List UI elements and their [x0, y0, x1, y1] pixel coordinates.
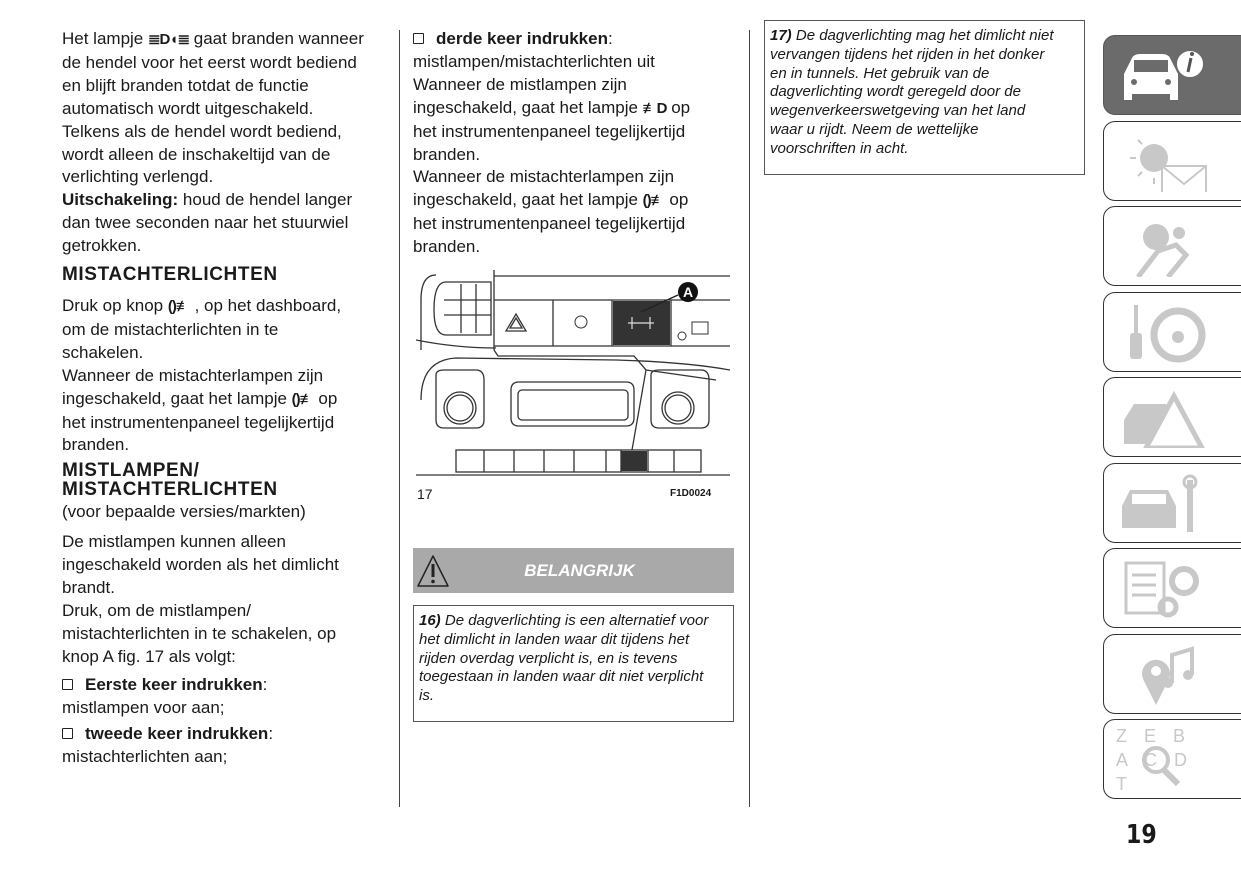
tab-technical-data[interactable] [1103, 548, 1241, 628]
callout-a: A [682, 284, 694, 300]
bullet-icon [62, 728, 73, 739]
car-info-icon [1116, 44, 1216, 106]
tab-warning-lights[interactable] [1103, 121, 1241, 201]
text: Wanneer de mistlampen zijn ingeschakeld, gaat het lampje [413, 74, 638, 117]
tab-car-info[interactable] [1103, 35, 1241, 115]
page-number: 19 [1126, 820, 1157, 850]
text: , op het dashboard, om de mistachterlichten in te schakelen. [62, 296, 342, 362]
text: derde keer indrukken [436, 29, 608, 48]
tab-starting-driving[interactable] [1103, 292, 1241, 372]
daylight-icon: ≣D◖≣ [147, 31, 190, 48]
rear-fog-icon: ()≢ [167, 298, 190, 315]
note-16 [413, 605, 734, 722]
tab-emergency[interactable] [1103, 377, 1241, 457]
note-text: De dagverlichting is een alternatief voor het dimlicht in landen waar dit tijdens het rijden overdag verplicht is, en is tevens toegestaan in landen waar dit niet verplicht is. [419, 612, 709, 705]
text: Druk op knop [62, 296, 168, 315]
paragraph-warning-light [62, 28, 397, 258]
subheading-versions: (voor bepaalde versies/markten) [62, 502, 306, 521]
bullet-second-press [62, 723, 397, 769]
tab-maintenance[interactable] [1103, 463, 1241, 543]
text: Wanneer de mistachterlampen zijn ingeschakeld, gaat het lampje [413, 167, 675, 210]
note-17 [764, 20, 1085, 175]
note-number: 17) [770, 27, 792, 44]
tab-multimedia[interactable] [1103, 634, 1241, 714]
note-text: De dagverlichting mag het dimlicht niet vervangen tijdens het rijden in het donker en in tunnels. Het gebruik van de dagverlichting wordt geregeld door de wegenverkeerswetgeving van het land waar u rijdt. Neem de wettelijke voorschriften in acht. [770, 27, 1054, 157]
dashboard-illustration [416, 270, 730, 480]
index-letters: Z E B A C D T [1116, 726, 1188, 794]
multimedia-location-icon [1116, 643, 1216, 705]
figure-dashboard [416, 270, 730, 480]
text: : mistlampen/mistachterlichten uit [413, 29, 655, 71]
car-wrench-icon [1116, 472, 1216, 534]
paragraph-fog-lamps: De mistlampen kunnen alleen ingeschakeld worden als het dimlicht brandt. Druk, om de mistlampen/ mistachterlichten in te schakelen, op knop A fig. 17 als volgt: [62, 532, 339, 666]
warning-title: BELANGRIJK [524, 561, 635, 580]
figure-number: 17 [417, 486, 433, 502]
rear-fog-icon: ()≢ [642, 192, 665, 210]
front-fog-icon: ≢D [642, 99, 667, 117]
text: Wanneer de mistachterlampen zijn ingeschakeld, gaat het lampje [62, 365, 324, 408]
text: houd de hendel langer dan twee seconden naar het stuurwiel getrokken. [62, 190, 353, 256]
text: : mistlampen voor aan; [62, 675, 268, 717]
emergency-icon [1116, 386, 1216, 448]
bullet-first-press [62, 674, 397, 720]
text: op het instrumentenpaneel tegelijkertijd branden. [413, 190, 689, 257]
tab-index[interactable] [1103, 719, 1241, 799]
key-steering-wheel-icon [1116, 301, 1216, 363]
paragraph-rear-fog [62, 295, 397, 457]
warning-light-message-icon [1116, 130, 1216, 192]
heading-rear-fog-lights: MISTACHTERLICHTEN [62, 264, 278, 285]
tab-safety[interactable] [1103, 206, 1241, 286]
bullet-icon [413, 33, 424, 44]
column-divider [749, 30, 750, 807]
note-number: 16) [419, 612, 441, 629]
text: Eerste keer indrukken [85, 675, 263, 694]
text: op het instrumentenpaneel tegelijkertijd branden. [413, 97, 691, 164]
label-switch-off: Uitschakeling: [62, 190, 179, 210]
heading-fog-lights-1: MISTLAMPEN/ [62, 460, 200, 481]
text: op het instrumentenpaneel tegelijkertijd branden. [62, 388, 338, 455]
text: Het lampje [62, 29, 148, 48]
bullet-third-press [413, 28, 743, 259]
airbag-icon [1116, 215, 1216, 277]
warning-banner [413, 548, 734, 593]
text: : mistachterlichten aan; [62, 724, 274, 766]
figure-code: F1D0024 [670, 488, 712, 499]
column-divider [399, 30, 400, 807]
bullet-icon [62, 679, 73, 690]
text: gaat branden wanneer de hendel voor het eerst wordt bediend en blijft branden totdat de functie automatisch wordt uitgeschakeld. Telkens als de hendel wordt bediend, wordt alleen de inschakeltijd van de verlichting verlengd. [62, 29, 364, 187]
rear-fog-icon: ()≢ [291, 390, 314, 408]
heading-fog-lights-2: MISTACHTERLICHTEN [62, 479, 278, 500]
specs-gear-icon [1116, 557, 1216, 619]
text: tweede keer indrukken [85, 724, 269, 743]
